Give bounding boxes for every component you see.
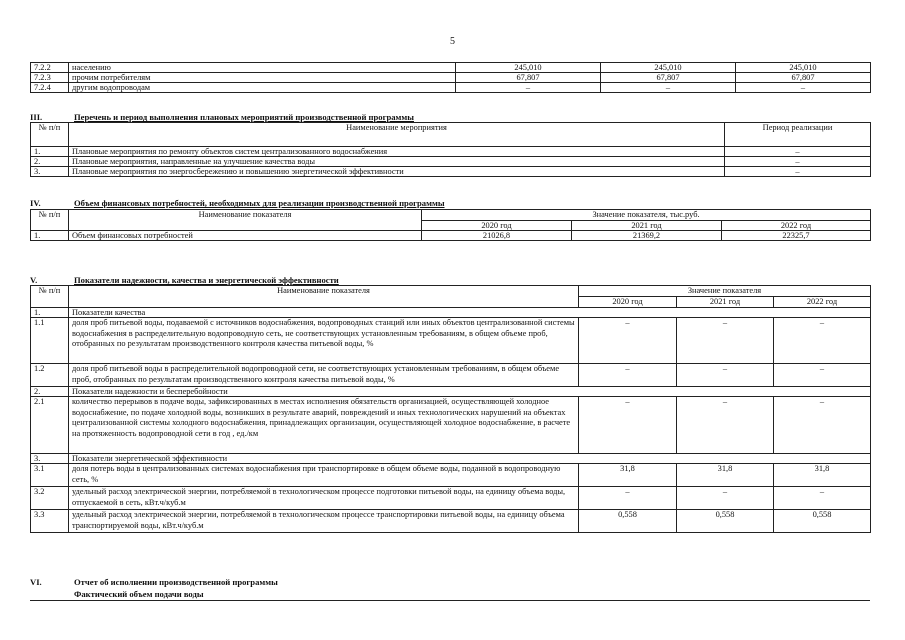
section-4-number: IV. (30, 198, 41, 208)
value-2022: 67,807 (736, 73, 871, 83)
table-group-row (31, 454, 871, 464)
value-2020: – (456, 83, 601, 93)
table-section-4 (30, 209, 871, 241)
value-2022: – (774, 318, 871, 364)
row-num: 3.2 (31, 487, 69, 510)
row-name: Показатели качества (69, 308, 871, 318)
row-num: 1.2 (31, 364, 69, 387)
section-4-heading (30, 198, 445, 208)
row-name: другим водопроводам (69, 83, 456, 93)
page-number: 5 (450, 36, 455, 47)
value-2020: – (579, 364, 677, 387)
section-6-number: VI. (30, 577, 42, 587)
value-2021: – (677, 397, 774, 454)
table-group-row (31, 387, 871, 397)
table-section-5 (30, 285, 871, 533)
col-header-value: Значение показателя, тыс.руб. (422, 210, 871, 221)
value-2020: – (579, 397, 677, 454)
table-group-row (31, 308, 871, 318)
value-2021: – (601, 83, 736, 93)
row-name: Показатели энергетической эффективности (69, 454, 871, 464)
bottom-rule (30, 600, 870, 601)
value-2022: – (774, 487, 871, 510)
section-4-title: Объем финансовых потребностей, необходимых для реализации производственной программы (74, 198, 445, 208)
value-2020: – (579, 318, 677, 364)
table-row (31, 63, 871, 73)
table-section-3 (30, 122, 871, 177)
row-name: Плановые мероприятия по ремонту объектов систем централизованного водоснабжения (69, 147, 725, 157)
row-name: удельный расход электрической энергии, потребляемой в технологическом процессе подготовки питьевой воды, на единицу объема воды, отпускаемой в сеть, кВт.ч/куб.м (69, 487, 579, 510)
row-name: количество перерывов в подаче воды, зафиксированных в местах исполнения обязательств организацией, осуществляющей холодное водоснабжение, по подаче холодной воды, возникших в результате аварий, повреждений и иных технологических нарушений на объектах централизованной системы холодного водоснабжения, принадлежащих организации, осуществляющей холодное водоснабжение, в расчете на протяженность водопроводной сети в год , ед./км (69, 397, 579, 454)
row-num: 1.1 (31, 318, 69, 364)
section-5-title: Показатели надежности, качества и энергетической эффективности (74, 275, 339, 285)
row-num: 1. (31, 231, 69, 241)
row-name: Объем финансовых потребностей (69, 231, 422, 241)
col-header-name: Наименование показателя (69, 286, 579, 308)
section-3-heading (30, 112, 414, 122)
row-num: 1. (31, 308, 69, 318)
row-num: 3.1 (31, 464, 69, 487)
section-6-heading (30, 577, 278, 587)
col-header-num: № п/п (31, 210, 69, 231)
value-2022: 22325,7 (722, 231, 871, 241)
table-row (31, 364, 871, 387)
table-row (31, 83, 871, 93)
row-num: 3. (31, 167, 69, 177)
value-2021: 31,8 (677, 464, 774, 487)
value-2021: – (677, 487, 774, 510)
row-name: Плановые мероприятия по энергосбережению и повышению энергетической эффективности (69, 167, 725, 177)
row-num: 1. (31, 147, 69, 157)
value-2021: 67,807 (601, 73, 736, 83)
row-period: – (725, 157, 871, 167)
table-row (31, 510, 871, 533)
section-6-subtitle-text: Фактический объем подачи воды (74, 589, 204, 599)
col-header-year-2022: 2022 год (722, 221, 871, 231)
table-row (31, 464, 871, 487)
section-5-heading (30, 275, 339, 285)
row-num: 2.1 (31, 397, 69, 454)
section-3-number: III. (30, 112, 43, 122)
col-header-num: № п/п (31, 286, 69, 308)
col-header-year-2022: 2022 год (774, 297, 871, 308)
row-name: доля потерь воды в централизованных системах водоснабжения при транспортировке в общем объеме воды, поданной в водопроводную сеть, % (69, 464, 579, 487)
table-header-row (31, 123, 871, 147)
table-row (31, 318, 871, 364)
col-header-name: Наименование показателя (69, 210, 422, 231)
value-2021: 21369,2 (572, 231, 722, 241)
col-header-period: Период реализации (725, 123, 871, 147)
table-row (31, 231, 871, 241)
value-2020: 31,8 (579, 464, 677, 487)
row-name: Плановые мероприятия, направленные на улучшение качества воды (69, 157, 725, 167)
col-header-name: Наименование мероприятия (69, 123, 725, 147)
value-2022: 31,8 (774, 464, 871, 487)
col-header-year-2020: 2020 год (422, 221, 572, 231)
section-6-subtitle (74, 589, 204, 599)
row-name: доля проб питьевой воды в распределительной водопроводной сети, не соответствующих установленным требованиям, в общем объеме проб, отобранных по результатам производственного контроля качества питьевой воды, % (69, 364, 579, 387)
value-2022: – (736, 83, 871, 93)
row-num: 2. (31, 157, 69, 167)
row-num: 7.2.4 (31, 83, 69, 93)
table-row (31, 157, 871, 167)
col-header-value: Значение показателя (579, 286, 871, 297)
col-header-year-2021: 2021 год (572, 221, 722, 231)
value-2022: – (774, 364, 871, 387)
table-row (31, 147, 871, 157)
row-num: 2. (31, 387, 69, 397)
section-3-title: Перечень и период выполнения плановых мероприятий производственной программы (74, 112, 414, 122)
table-row (31, 487, 871, 510)
value-2020: 0,558 (579, 510, 677, 533)
row-name: Показатели надежности и бесперебойности (69, 387, 871, 397)
table-7-2 (30, 62, 871, 93)
value-2021: 0,558 (677, 510, 774, 533)
value-2022: 245,010 (736, 63, 871, 73)
value-2020: 245,010 (456, 63, 601, 73)
value-2020: 21026,8 (422, 231, 572, 241)
value-2021: – (677, 364, 774, 387)
section-6-title: Отчет об исполнении производственной программы (74, 577, 278, 587)
row-name: удельный расход электрической энергии, потребляемой в технологическом процессе транспортировки питьевой воды, на единицу объема транспортируемой воды, кВт.ч/куб.м (69, 510, 579, 533)
value-2020: – (579, 487, 677, 510)
row-period: – (725, 167, 871, 177)
row-num: 3. (31, 454, 69, 464)
value-2020: 67,807 (456, 73, 601, 83)
row-num: 3.3 (31, 510, 69, 533)
section-5-number: V. (30, 275, 38, 285)
value-2022: 0,558 (774, 510, 871, 533)
row-name: прочим потребителям (69, 73, 456, 83)
table-header-row (31, 286, 871, 297)
row-num: 7.2.2 (31, 63, 69, 73)
row-period: – (725, 147, 871, 157)
col-header-year-2020: 2020 год (579, 297, 677, 308)
row-num: 7.2.3 (31, 73, 69, 83)
row-name: населению (69, 63, 456, 73)
col-header-year-2021: 2021 год (677, 297, 774, 308)
row-name: доля проб питьевой воды, подаваемой с источников водоснабжения, водопроводных станций или иных объектов централизованной системы водоснабжения в распределительную водопроводную сеть, не соответствующих установленным требованиям, в общем объеме проб, отобранных по результатам производственного контроля качества питьевой воды, % (69, 318, 579, 364)
table-row (31, 397, 871, 454)
table-header-row (31, 210, 871, 221)
value-2021: – (677, 318, 774, 364)
table-row (31, 167, 871, 177)
value-2022: – (774, 397, 871, 454)
col-header-num: № п/п (31, 123, 69, 147)
value-2021: 245,010 (601, 63, 736, 73)
table-row (31, 73, 871, 83)
